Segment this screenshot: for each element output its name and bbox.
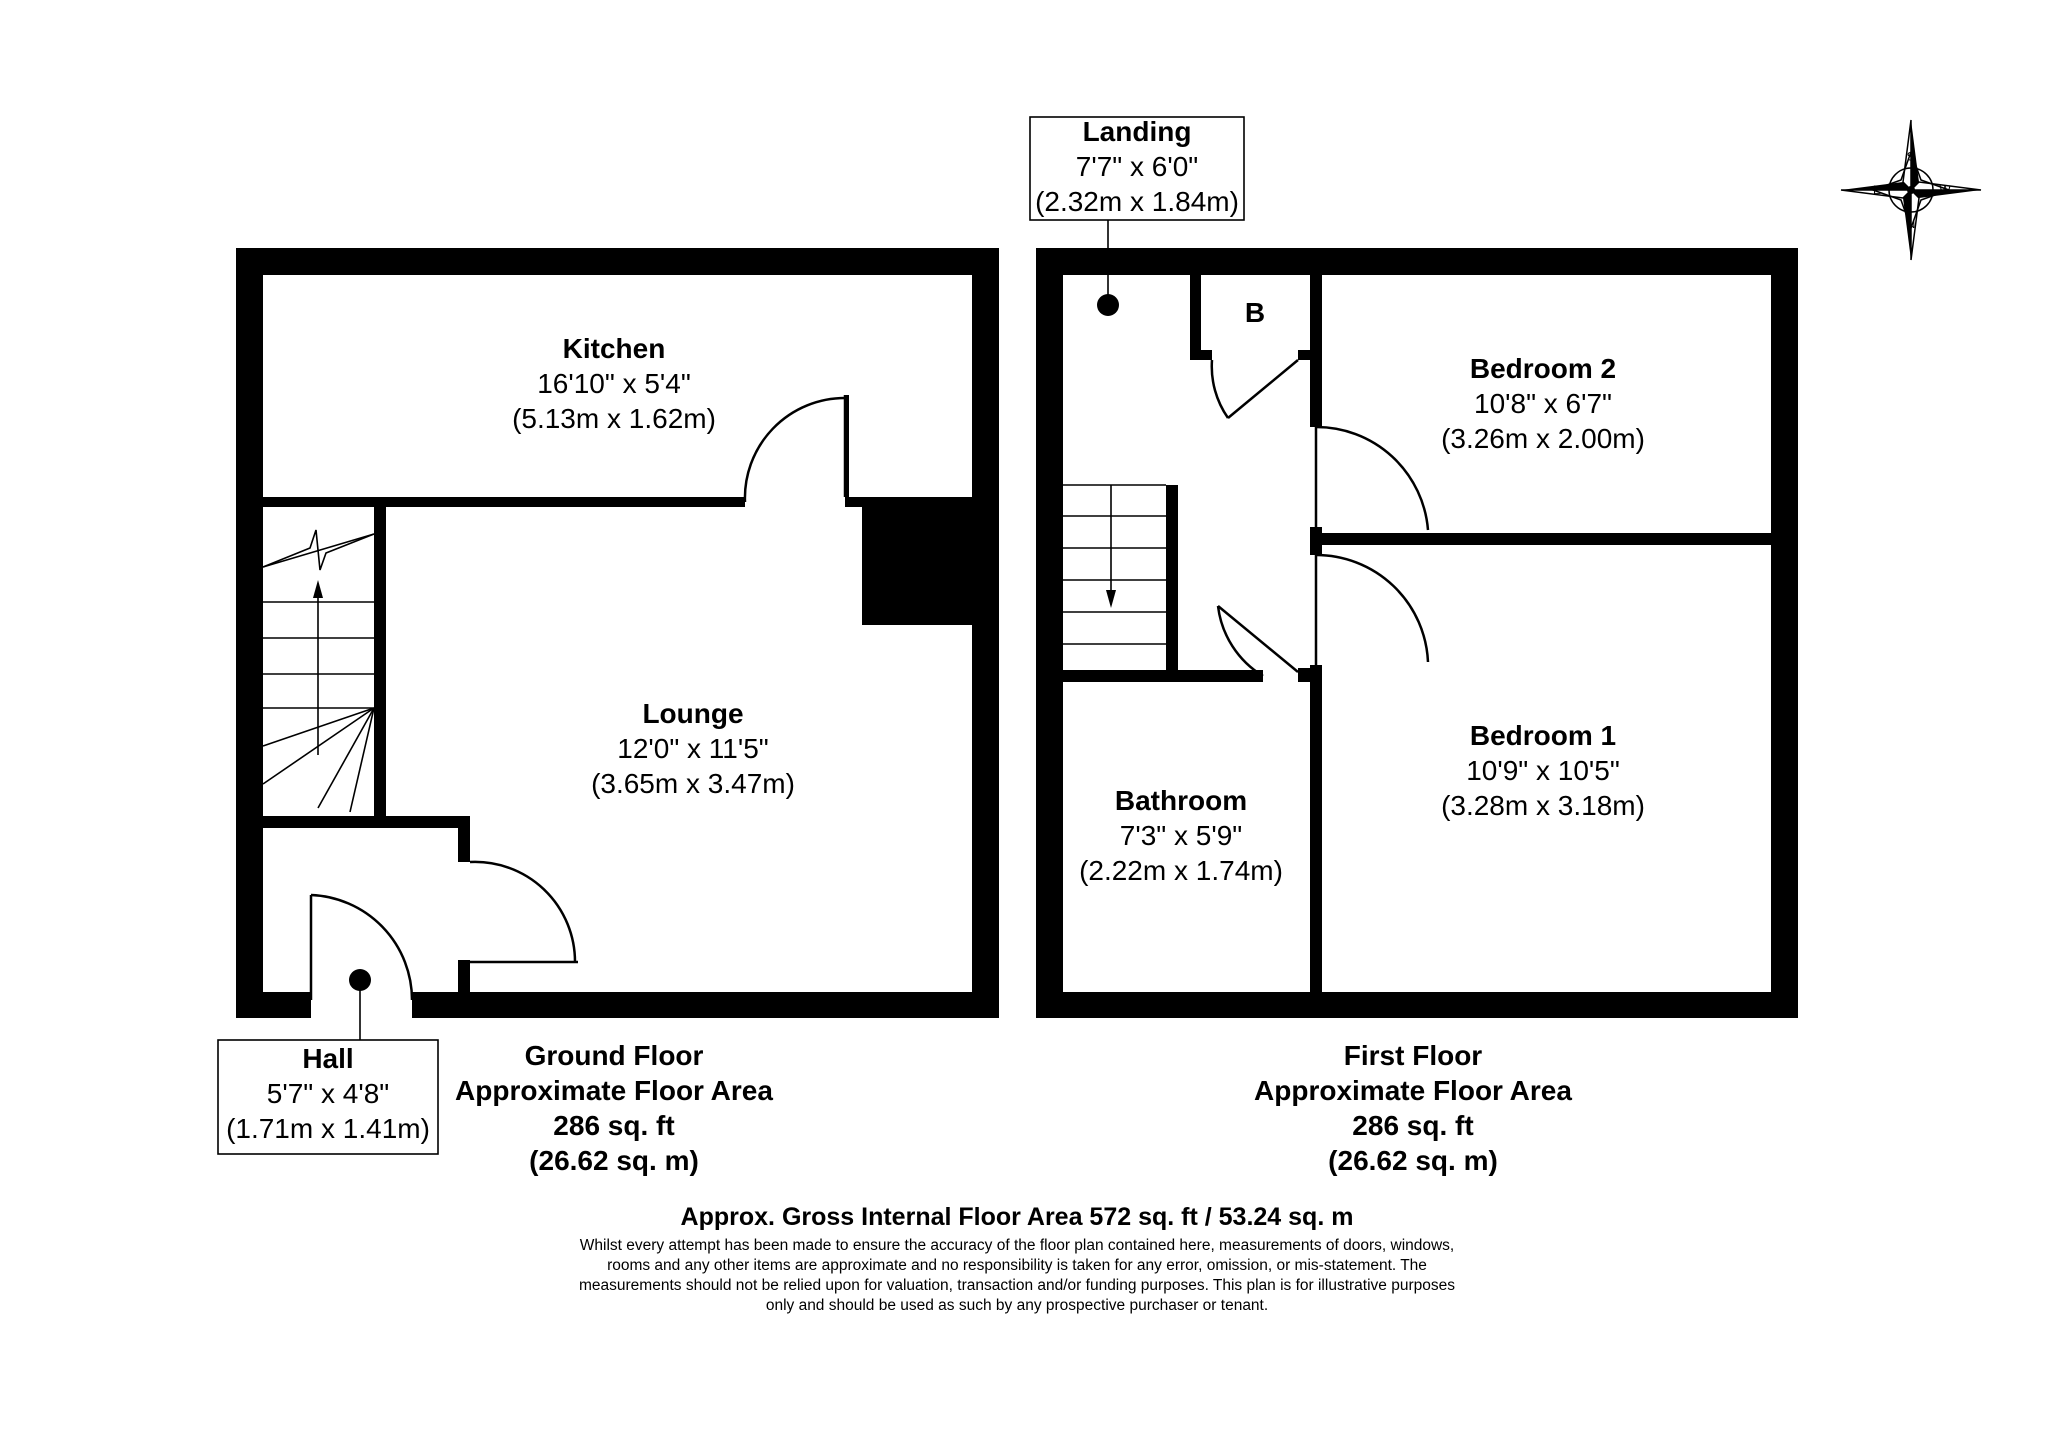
ground-floor-area-label: Approximate Floor Area bbox=[455, 1075, 773, 1106]
cupboard-wall-left bbox=[1190, 275, 1201, 360]
bedroom2-label bbox=[1441, 353, 1645, 454]
first-floor-name: First Floor bbox=[1343, 1040, 1483, 1071]
stair-down-arrow bbox=[1106, 590, 1116, 608]
bedroom1-door[interactable] bbox=[1316, 555, 1428, 665]
landing-marker bbox=[1097, 294, 1119, 316]
lounge-label bbox=[591, 698, 795, 799]
bedroom2-name: Bedroom 2 bbox=[1469, 353, 1617, 384]
bathroom-imperial: 7'3" x 5'9" bbox=[1119, 820, 1243, 851]
kitchen-wall-right bbox=[845, 497, 972, 507]
hall-marker bbox=[349, 969, 371, 991]
footer bbox=[579, 1203, 1455, 1314]
lounge-metric: (3.65m x 3.47m) bbox=[591, 768, 795, 799]
kitchen-door[interactable] bbox=[745, 395, 845, 502]
bathroom-door[interactable] bbox=[1218, 606, 1298, 676]
kitchen-imperial: 16'10" x 5'4" bbox=[537, 368, 691, 399]
bedroom1-metric: (3.28m x 3.18m) bbox=[1441, 790, 1645, 821]
ground-wall-bottom-right bbox=[412, 992, 999, 1018]
first-wall-left bbox=[1036, 248, 1063, 1018]
hall-wall-top bbox=[263, 816, 470, 828]
bedroom2-imperial: 10'8" x 6'7" bbox=[1474, 388, 1612, 419]
ground-wall-bottom-left bbox=[236, 992, 311, 1018]
bedroom1-wall-left bbox=[1310, 665, 1322, 992]
bedroom2-door[interactable] bbox=[1316, 427, 1428, 530]
hall-label bbox=[226, 1043, 430, 1144]
bathroom-wall-stub bbox=[1298, 668, 1322, 682]
chimney-breast bbox=[862, 507, 972, 625]
bedroom1-imperial: 10'9" x 10'5" bbox=[1466, 755, 1620, 786]
compass-w: W bbox=[1939, 183, 1951, 197]
lounge-door[interactable] bbox=[470, 862, 578, 962]
hall-wall-stub bbox=[458, 816, 470, 862]
boiler-cupboard-label: B bbox=[1244, 297, 1266, 328]
bedroom1-wall-left-top bbox=[1310, 543, 1322, 555]
stair-up-arrow bbox=[313, 580, 323, 598]
ground-floor-sqm: (26.62 sq. m) bbox=[529, 1145, 699, 1176]
ground-wall-top bbox=[236, 248, 999, 275]
lounge-imperial: 12'0" x 11'5" bbox=[617, 733, 769, 764]
kitchen-metric: (5.13m x 1.62m) bbox=[512, 403, 716, 434]
compass-n: N bbox=[1906, 217, 1916, 231]
first-stairs bbox=[1063, 485, 1166, 644]
first-floor-summary bbox=[1254, 1040, 1572, 1176]
ground-floor-summary bbox=[455, 1040, 773, 1176]
bathroom-label bbox=[1079, 785, 1283, 886]
hall-name: Hall bbox=[302, 1043, 354, 1074]
cupboard-door[interactable] bbox=[1212, 360, 1298, 418]
first-wall-bottom bbox=[1036, 992, 1798, 1018]
lounge-name: Lounge bbox=[642, 698, 744, 729]
bedroom1-label bbox=[1441, 720, 1645, 821]
first-wall-top bbox=[1036, 248, 1798, 275]
kitchen-label bbox=[512, 333, 716, 434]
stair-wall-right bbox=[1166, 485, 1178, 680]
landing-metric: (2.32m x 1.84m) bbox=[1035, 186, 1239, 217]
ground-floor-name: Ground Floor bbox=[524, 1040, 704, 1071]
kitchen-wall bbox=[263, 497, 745, 507]
landing-label bbox=[1035, 116, 1239, 217]
hall-wall-stub-lower bbox=[458, 960, 470, 992]
bedroom2-wall-left-lower bbox=[1310, 527, 1322, 543]
ground-wall-left bbox=[236, 248, 263, 1018]
bathroom-name: Bathroom bbox=[1114, 785, 1248, 816]
bedroom2-wall-left bbox=[1310, 275, 1322, 427]
bedroom-partition bbox=[1322, 533, 1771, 545]
compass-rose-icon bbox=[1841, 120, 1981, 260]
landing-name: Landing bbox=[1082, 116, 1192, 147]
stair-wall bbox=[374, 507, 386, 817]
hall-imperial: 5'7" x 4'8" bbox=[266, 1078, 390, 1109]
kitchen-name: Kitchen bbox=[562, 333, 666, 364]
first-floor-area-label: Approximate Floor Area bbox=[1254, 1075, 1572, 1106]
first-wall-right bbox=[1771, 248, 1798, 1018]
compass-e: E bbox=[1872, 183, 1882, 197]
first-floor-sqm: (26.62 sq. m) bbox=[1328, 1145, 1498, 1176]
compass-s: S bbox=[1906, 149, 1916, 163]
disclaimer-line-1: Whilst every attempt has been made to ensure the accuracy of the floor plan contained here, measurements of doors, windows, bbox=[579, 1237, 1455, 1254]
first-floor-sqft: 286 sq. ft bbox=[1352, 1110, 1474, 1141]
ground-stairs bbox=[263, 530, 374, 812]
gross-area-text: Approx. Gross Internal Floor Area 572 sq. ft / 53.24 sq. m bbox=[680, 1203, 1354, 1231]
ground-wall-right bbox=[972, 248, 999, 1018]
bathroom-metric: (2.22m x 1.74m) bbox=[1079, 855, 1283, 886]
bedroom2-metric: (3.26m x 2.00m) bbox=[1441, 423, 1645, 454]
disclaimer-line-3: measurements should not be relied upon for valuation, transaction and/or funding purposes. This plan is for illustrative purposes bbox=[579, 1277, 1455, 1294]
landing-imperial: 7'7" x 6'0" bbox=[1075, 151, 1199, 182]
bedroom1-name: Bedroom 1 bbox=[1469, 720, 1617, 751]
hall-metric: (1.71m x 1.41m) bbox=[226, 1113, 430, 1144]
disclaimer-line-2: rooms and any other items are approximate and no responsibility is taken for any error, omission, or mis-statement. The bbox=[607, 1257, 1427, 1274]
bathroom-wall-top bbox=[1063, 670, 1263, 682]
ground-floor-sqft: 286 sq. ft bbox=[553, 1110, 675, 1141]
cupboard-wall-bottom-left bbox=[1190, 350, 1212, 360]
disclaimer-line-4: only and should be used as such by any prospective purchaser or tenant. bbox=[765, 1297, 1269, 1314]
